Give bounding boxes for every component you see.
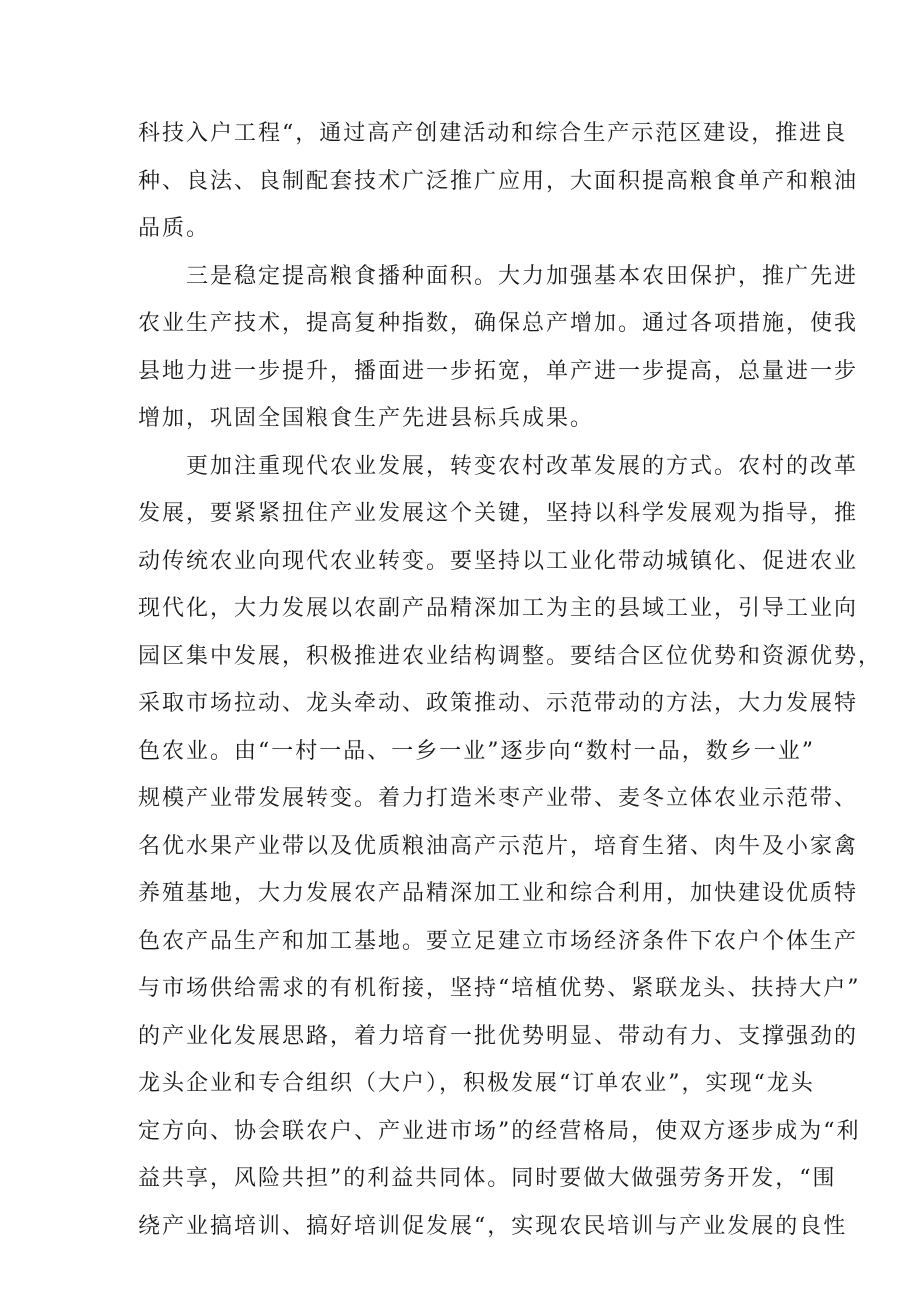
paragraph-1-line-1: 科技入户工程“，通过高产创建活动和综合生产示范区建设，推进良 xyxy=(138,121,848,146)
paragraph-3-line-9: 名优水果产业带以及优质粮油高产示范片，培育生猪、肉牛及小家禽 xyxy=(138,833,859,859)
paragraph-3-line-14: 龙头企业和专合组织（大户），积极发展“订单农业”，实现“龙头 xyxy=(138,1071,815,1096)
paragraph-3-line-16: 益共享，风险共担”的利益共同体。同时要做大做强劳务开发，“围 xyxy=(138,1166,837,1191)
paragraph-2-line-4: 增加，巩固全国粮食生产先进县标兵成果。 xyxy=(138,406,595,431)
paragraph-2-line-1: 三是稳定提高粮食播种面积。大力加强基本农田保护，推广先进 xyxy=(186,263,859,289)
paragraph-3-line-12: 与市场供给需求的有机衔接，坚持“培植优势、紧联龙头、扶持大户” xyxy=(138,976,861,1001)
paragraph-1-line-2: 种、良法、良制配套技术广泛推广应用，大面积提高粮食单产和粮油 xyxy=(138,168,859,194)
paragraph-1-line-3: 品质。 xyxy=(138,216,211,241)
paragraph-3-line-2: 发展，要紧紧扭住产业发展这个关键，坚持以科学发展观为指导，推 xyxy=(138,501,859,526)
paragraph-3-line-17: 绕产业搞培训、搞好培训促发展“，实现农民培训与产业发展的良性 xyxy=(138,1213,848,1239)
paragraph-3-line-4: 现代化，大力发展以农副产品精深加工为主的县域工业，引导工业向 xyxy=(138,596,859,621)
paragraph-3-line-6: 采取市场拉动、龙头牵动、政策推动、示范带动的方法，大力发展特 xyxy=(138,691,859,716)
paragraph-3-line-11: 色农产品生产和加工基地。要立足建立市场经济条件下农户个体生产 xyxy=(138,928,859,954)
paragraph-3-line-8: 规模产业带发展转变。着力打造米枣产业带、麦冬立体农业示范带、 xyxy=(138,786,859,811)
paragraph-3-line-1: 更加注重现代农业发展，转变农村改革发展的方式。农村的改革 xyxy=(186,453,859,479)
paragraph-3-line-15: 定方向、协会联农户、产业进市场”的经营格局，使双方逐步成为“利 xyxy=(138,1118,861,1144)
paragraph-3-line-3: 动传统农业向现代农业转变。要坚持以工业化带动城镇化、促进农业 xyxy=(138,548,859,574)
paragraph-3-line-5: 园区集中发展，积极推进农业结构调整。要结合区位优势和资源优势， xyxy=(138,643,883,669)
paragraph-3-line-10: 养殖基地，大力发展农产品精深加工业和综合利用，加快建设优质特 xyxy=(138,881,859,906)
paragraph-3-line-7: 色农业。由“一村一品、一乡一业”逐步向“数村一品，数乡一业” xyxy=(138,738,815,764)
paragraph-3-line-13: 的产业化发展思路，着力培育一批优势明显、带动有力、支撑强劲的 xyxy=(138,1023,859,1049)
paragraph-2-line-2: 农业生产技术，提高复种指数，确保总产增加。通过各项措施，使我 xyxy=(138,311,859,336)
body-text xyxy=(138,110,883,1250)
paragraph-2-line-3: 县地力进一步提升，播面进一步拓宽，单产进一步提高，总量进一步 xyxy=(138,358,859,384)
